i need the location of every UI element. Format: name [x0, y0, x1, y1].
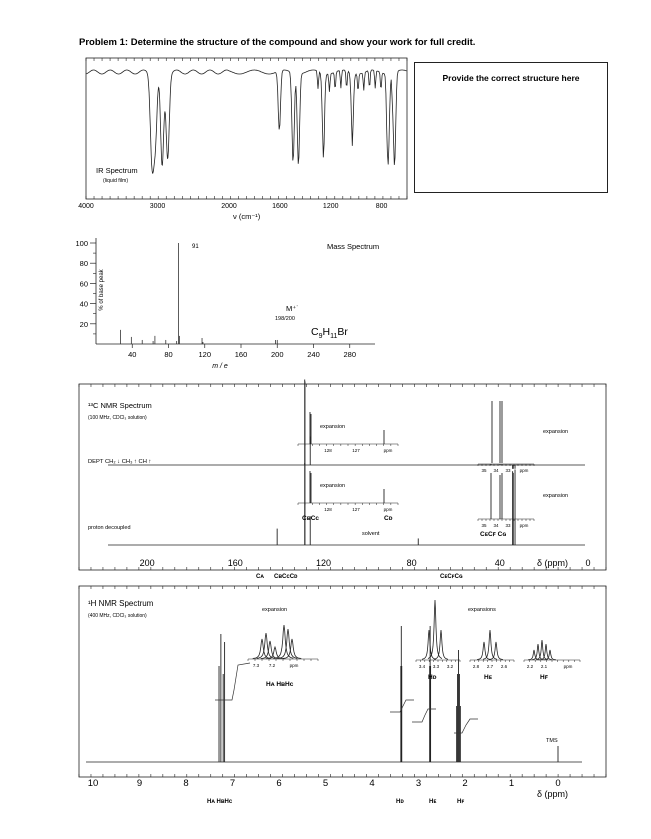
h1-axis-label: 6 — [276, 778, 282, 789]
ir-tick-label: 2000 — [221, 203, 237, 210]
c13-exp-a: expansion — [320, 424, 346, 430]
h1-inset-arom-tick-label: 7.2 — [268, 663, 276, 668]
ir-label: IR Spectrum — [96, 166, 138, 175]
ir-tick-label: 4000 — [78, 203, 94, 210]
h1-inset-hf-peak — [544, 650, 556, 660]
ms-xtick-label: 80 — [164, 350, 173, 359]
h1-inset-hf-tick-label: 2.2 — [526, 664, 534, 669]
h1-axis-label: 1 — [508, 778, 515, 789]
h1-label-abc: Hᴀ HʙHᴄ — [207, 799, 233, 805]
h1-inset-he: Hᴇ — [484, 674, 492, 681]
c13-solvent: solvent — [362, 531, 380, 537]
c13-inset-pd-tick-label: 127 — [352, 507, 360, 512]
h1-inset-he-tick-label: 2.6 — [500, 664, 508, 669]
h1-axis-label: 0 — [555, 778, 561, 789]
h1-inset-he-tick-label: 2.7 — [486, 664, 494, 669]
ms-mplus: M⁺˙ — [286, 304, 299, 313]
c13-inset-dept-b-tick-label: 35 — [481, 468, 487, 473]
h1-axis-label: 10 — [87, 778, 99, 789]
ms-base-peak-label: 91 — [192, 244, 199, 250]
ms-ytick-label: 60 — [79, 279, 88, 289]
ir-tick-label: 1200 — [322, 203, 339, 210]
c13-dept-label: DEPT CH₂ ↓ CH₃ ↑ CH ↑ — [88, 459, 152, 465]
c13-inset-dept-tick-label: 127 — [352, 448, 360, 453]
h1-exp-a: expansion — [262, 607, 288, 613]
answer-prompt: Provide the correct structure here — [442, 73, 580, 83]
ir-tick-label: 1600 — [272, 203, 288, 210]
c13-label-cbcd: CʙCᴄCᴅ — [274, 574, 298, 580]
mass-panel — [75, 238, 379, 370]
c13-label-cefg: CᴇCꜰCɢ — [440, 574, 463, 580]
h1-inset-hf-peak — [536, 640, 548, 660]
h1-exp-b: expansions — [468, 607, 496, 613]
c13-inset-pd-b-tick-label: 33 — [505, 523, 511, 528]
h1-axis-label: 4 — [369, 778, 375, 789]
c13-label-ca: Cᴀ — [256, 574, 264, 580]
ir-axis-label: ν (cm⁻¹) — [233, 212, 261, 221]
h1-panel — [79, 586, 606, 805]
h1-axis-label: 7 — [229, 778, 236, 789]
h1-label-hf: Hꜰ — [457, 799, 465, 805]
h1-axis-label: 2 — [462, 778, 468, 789]
ms-xtick-label: 40 — [128, 350, 137, 359]
h1-inset-he-peak — [483, 630, 497, 659]
h1-integral-he — [412, 709, 436, 722]
h1-subtitle: (400 MHz, CDCl₃ solution) — [88, 613, 147, 619]
ir-panel — [78, 58, 407, 221]
c13-axis-label: 200 — [139, 558, 155, 568]
h1-axis-unit: δ (ppm) — [537, 789, 569, 799]
c13-pd-label: proton decoupled — [88, 525, 131, 531]
h1-title: ¹H NMR Spectrum — [88, 599, 154, 608]
c13-exp-b: expansion — [320, 483, 346, 489]
h1-axis-label: 9 — [136, 778, 143, 789]
h1-label-he: Hᴇ — [429, 799, 437, 805]
c13-axis-label: 40 — [494, 558, 505, 568]
c13-axis-label: 120 — [315, 558, 331, 568]
ms-ytick-label: 100 — [75, 239, 88, 248]
c13-inset-dept-b-tick-label: 34 — [493, 468, 499, 473]
ms-xtick-label: 160 — [234, 350, 248, 359]
ms-mplus-ratio: 198/200 — [275, 316, 295, 322]
h1-inset-he-tick-label: 2.8 — [472, 664, 480, 669]
h1-inset-hd: Hᴅ — [428, 674, 437, 681]
c13-inset-dept-tick-label: 128 — [324, 448, 332, 453]
ir-tick-label: 3000 — [149, 203, 166, 210]
ms-xtick-label: 200 — [270, 350, 284, 359]
h1-inset-arom-tick-label: ppm — [289, 663, 299, 668]
c13-subtitle: (100 MHz, CDCl₃ solution) — [88, 415, 147, 421]
ms-title: Mass Spectrum — [327, 242, 380, 251]
c13-axis-label: 80 — [406, 558, 417, 568]
h1-integral-arom — [215, 663, 250, 700]
h1-axis-label: 5 — [322, 778, 329, 789]
h1-inset-hd-tick-label: 3.2 — [446, 664, 454, 669]
h1-tms: TMS — [546, 738, 558, 744]
c13-inset-pd-b-tick-label: 34 — [493, 523, 499, 528]
c13-inset-dept-b-tick-label: ppm — [519, 468, 529, 473]
h1-inset-arom-peak — [275, 625, 294, 658]
ms-xtick-label: 280 — [343, 350, 357, 359]
ms-ylabel: % of base peak — [99, 269, 105, 311]
c13-inset-pd-tick-label: 128 — [324, 507, 332, 512]
c13-title: ¹³C NMR Spectrum — [88, 401, 152, 410]
c13-inset-dept-tick-label: ppm — [383, 448, 393, 453]
c13-axis-label: 160 — [227, 558, 243, 568]
c13-exp-c: expansion — [543, 429, 569, 435]
problem-title: Problem 1: Determine the structure of the compound and show your work for full credit. — [79, 37, 476, 48]
h1-inset-hd-tick-label: 3.4 — [418, 664, 426, 669]
ir-sublabel: (liquid film) — [103, 178, 129, 184]
ms-ytick-label: 80 — [79, 259, 88, 269]
ir-tick-label: 800 — [375, 203, 388, 210]
ms-formula: $C_9H_{11}Br$ — [311, 326, 348, 340]
c13-axis-unit: δ (ppm) — [537, 558, 569, 568]
h1-inset-labels: Hᴀ HʙHᴄ — [266, 681, 294, 688]
c13-inset-cecfcg: CᴇCꜰ Cɢ — [480, 531, 507, 538]
ms-xlabel: m / e — [212, 363, 228, 370]
h1-inset-hf: Hꜰ — [540, 674, 548, 681]
c13-inset-pd-b-tick-label: ppm — [519, 523, 529, 528]
h1-inset-hf-peak — [528, 650, 540, 660]
h1-inset-hf-tick-label: 2.1 — [540, 664, 548, 669]
c13-exp-d: expansion — [543, 493, 569, 499]
c13-inset-pd-tick-label: ppm — [383, 507, 393, 512]
c13-panel — [79, 380, 606, 581]
c13-inset-pd-b-tick-label: 35 — [481, 523, 487, 528]
c13-inset-cbcc: CʙCᴄ — [302, 515, 319, 522]
ms-xtick-label: 240 — [307, 350, 320, 359]
ms-xtick-label: 120 — [198, 350, 212, 359]
h1-inset-arom-tick-label: 7.3 — [252, 663, 260, 668]
ms-ytick-label: 40 — [79, 299, 88, 309]
h1-axis-label: 8 — [183, 778, 189, 789]
h1-axis-label: 3 — [415, 778, 422, 789]
h1-label-hd: Hᴅ — [396, 799, 404, 805]
c13-axis-label: 0 — [585, 558, 591, 568]
h1-inset-hf-tick-label: ppm — [563, 664, 573, 669]
h1-inset-hd-tick-label: 3.3 — [432, 664, 440, 669]
c13-inset-dept-b-tick-label: 33 — [505, 468, 511, 473]
ms-ytick-label: 20 — [79, 319, 88, 329]
c13-inset-cd: Cᴅ — [384, 515, 393, 522]
ir-trace — [86, 70, 407, 173]
